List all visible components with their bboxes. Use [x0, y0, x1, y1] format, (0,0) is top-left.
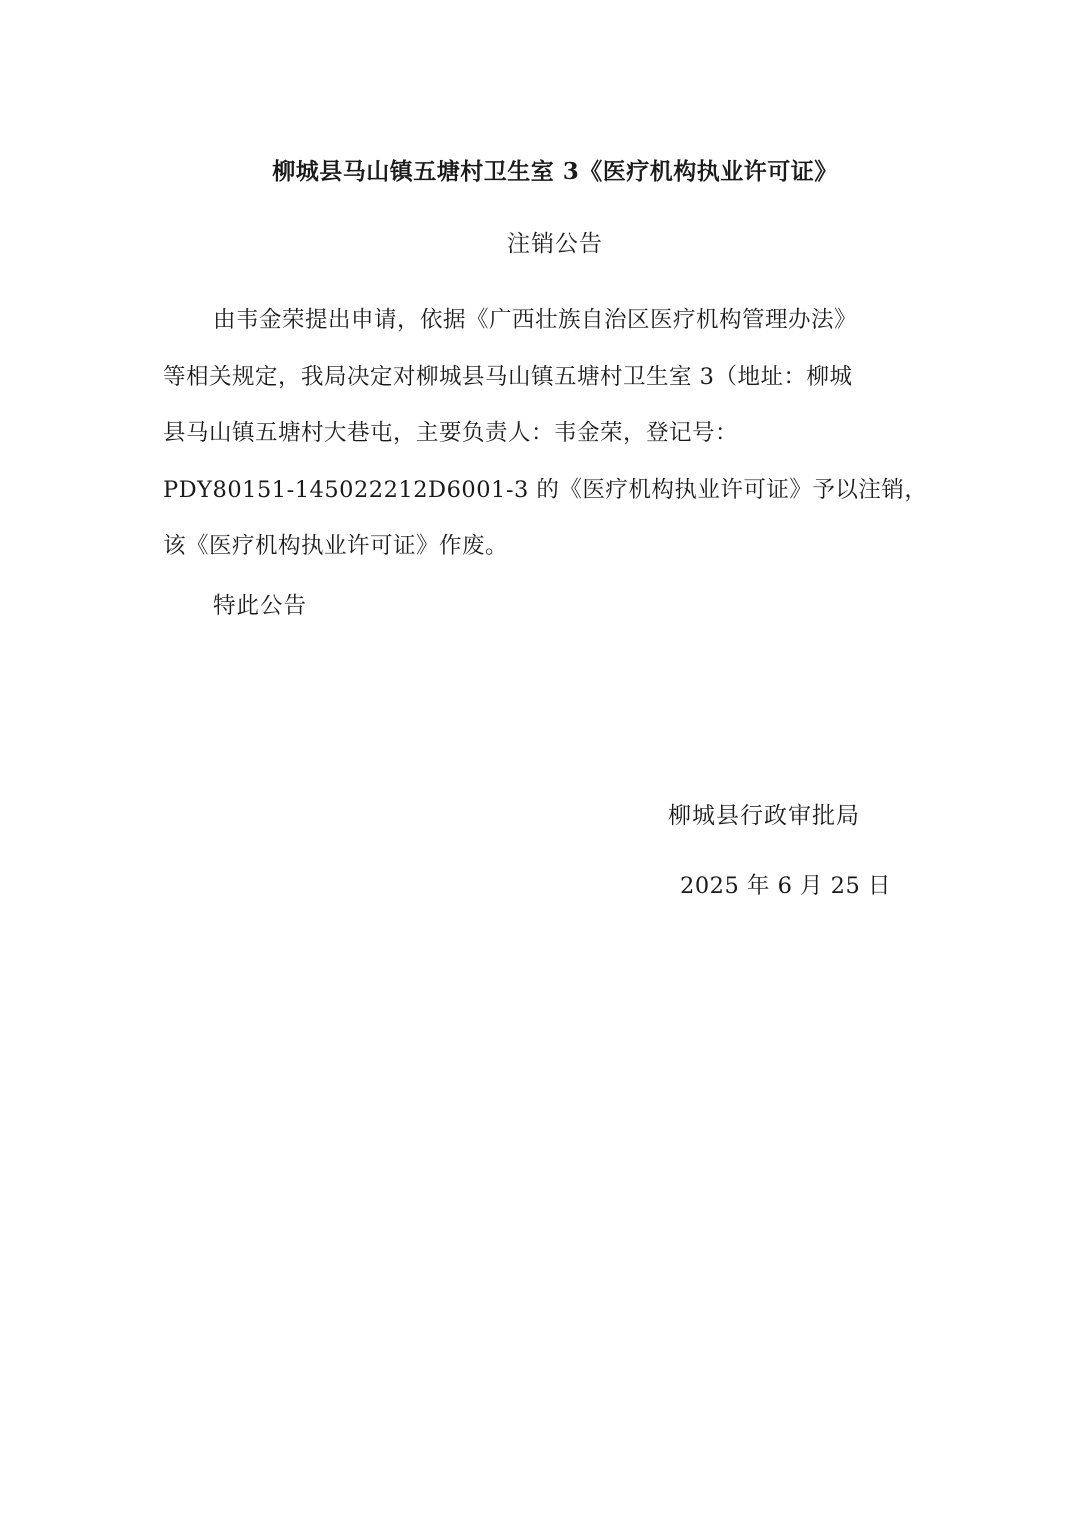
document-subtitle: 注销公告: [507, 231, 603, 257]
document-title: 柳城县马山镇五塘村卫生室 3《医疗机构执业许可证》: [272, 158, 838, 185]
body-line: PDY80151-145022212D6001-3 的《医疗机构执业许可证》予以注销，: [163, 476, 928, 503]
body-line: 等相关规定，我局决定对柳城县马山镇五塘村卫生室 3（地址：柳城: [163, 363, 853, 390]
body-line: 由韦金荣提出申请，依据《广西壮族自治区医疗机构管理办法》: [213, 307, 858, 333]
body-line: 该《医疗机构执业许可证》作废。: [163, 533, 509, 559]
issue-date: 2025 年 6 月 25 日: [680, 873, 891, 899]
body-line: 县马山镇五塘村大巷屯，主要负责人：韦金荣，登记号：: [163, 420, 739, 446]
announcement-body: [163, 292, 928, 575]
issuing-authority: 柳城县行政审批局: [668, 803, 860, 829]
closing-remark: 特此公告: [213, 593, 308, 619]
